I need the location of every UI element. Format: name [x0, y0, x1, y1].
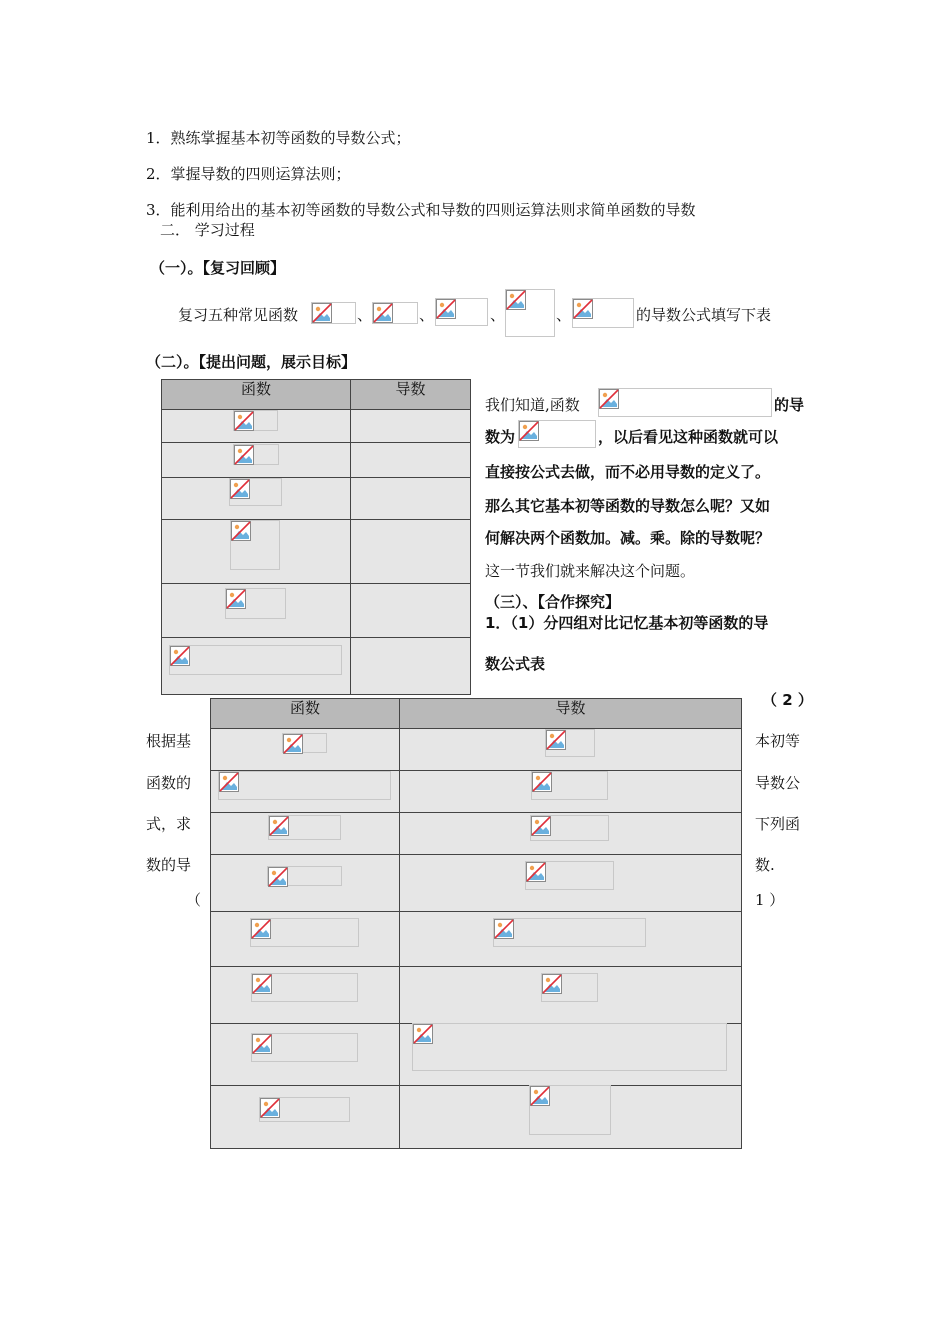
broken-image-icon	[530, 1086, 550, 1106]
side-text-right: 1 ）	[755, 891, 785, 909]
formula-image	[505, 289, 555, 337]
broken-image-icon	[260, 1098, 280, 1118]
formula-image	[169, 645, 342, 675]
formula-image	[229, 478, 282, 506]
explore-item: 数公式表	[485, 655, 546, 673]
side-text-right: （ 2 ）	[762, 691, 813, 709]
formula-image	[518, 420, 596, 448]
table-cell-derivative	[351, 410, 471, 443]
side-text-left: （	[186, 891, 202, 909]
review-text-before: 复习五种常见函数	[178, 306, 299, 324]
formula-image	[225, 588, 286, 619]
broken-image-icon	[252, 1034, 272, 1054]
broken-image-icon	[546, 730, 566, 750]
broken-image-icon	[269, 816, 289, 836]
problem-text: ，以后看见这种函数就可以	[598, 428, 779, 446]
problem-text: 的导	[774, 396, 805, 414]
formula-image	[282, 733, 327, 753]
formula-image	[530, 815, 609, 841]
broken-image-icon	[251, 919, 271, 939]
explore-item: 1．（1）分四组对比记忆基本初等函数的导	[485, 614, 769, 632]
formula-image	[525, 861, 614, 890]
broken-image-icon	[599, 389, 619, 409]
table-cell-derivative	[351, 638, 471, 695]
objective-3: 3．能利用给出的基本初等函数的导数公式和导数的四则运算法则求简单函数的导数	[146, 201, 696, 219]
broken-image-icon	[234, 445, 254, 465]
broken-image-icon	[230, 479, 250, 499]
broken-image-icon	[252, 974, 272, 994]
review-text-after: 的导数公式填写下表	[636, 306, 772, 324]
formula-image	[251, 1033, 358, 1062]
broken-image-icon	[170, 646, 190, 666]
formula-image	[372, 302, 418, 324]
broken-image-icon	[283, 734, 303, 754]
separator: 、	[556, 306, 572, 324]
separator: 、	[490, 306, 506, 324]
broken-image-icon	[542, 974, 562, 994]
broken-image-icon	[526, 862, 546, 882]
broken-image-icon	[506, 290, 526, 310]
table-cell-derivative	[351, 478, 471, 520]
problem-text: 这一节我们就来解决这个问题。	[485, 562, 696, 580]
broken-image-icon	[226, 589, 246, 609]
problem-text: 我们知道,函数	[485, 396, 580, 414]
side-text-left: 根据基	[146, 732, 192, 750]
broken-image-icon	[532, 772, 552, 792]
separator: 、	[419, 306, 435, 324]
table-header-function: 函数	[211, 699, 400, 729]
formula-image	[412, 1023, 727, 1071]
side-text-right: 导数公	[755, 774, 801, 792]
table-cell-derivative	[351, 584, 471, 638]
problem-text: 直接按公式去做，而不必用导数的定义了。	[485, 463, 771, 481]
broken-image-icon	[373, 303, 393, 323]
broken-image-icon	[436, 299, 456, 319]
formula-image	[233, 444, 279, 465]
formula-image	[545, 729, 595, 757]
side-text-left: 数的导	[146, 856, 192, 874]
table-header-derivative: 导数	[351, 380, 471, 410]
table-cell-derivative	[351, 443, 471, 478]
formula-image	[233, 410, 278, 431]
objective-2: 2．掌握导数的四则运算法则；	[146, 165, 351, 183]
formula-image	[267, 866, 342, 886]
formula-image	[251, 973, 358, 1002]
problem-text: 何解决两个函数加。减。乘。除的导数呢？	[485, 529, 771, 547]
formula-image	[259, 1097, 350, 1122]
broken-image-icon	[519, 421, 539, 441]
side-text-right: 下列函	[755, 815, 801, 833]
broken-image-icon	[573, 299, 593, 319]
review-heading: （一）。【复习回顾】	[150, 259, 286, 277]
formula-image	[311, 302, 356, 324]
formula-image	[268, 815, 341, 840]
broken-image-icon	[234, 411, 254, 431]
broken-image-icon	[312, 303, 332, 323]
table-header-function: 函数	[162, 380, 351, 410]
formula-image	[493, 918, 646, 947]
side-text-right: 本初等	[755, 732, 801, 750]
broken-image-icon	[268, 867, 288, 887]
formula-image	[218, 771, 391, 800]
broken-image-icon	[531, 816, 551, 836]
broken-image-icon	[219, 772, 239, 792]
formula-image	[572, 298, 634, 328]
table-header-derivative: 导数	[400, 699, 742, 729]
problem-text: 那么其它基本初等函数的导数怎么呢？又如	[485, 497, 771, 515]
problem-heading: （二）。【提出问题，展示目标】	[146, 353, 357, 371]
table-cell-derivative	[351, 520, 471, 584]
formula-image	[541, 973, 598, 1002]
side-text-left: 式，求	[146, 815, 192, 833]
separator: 、	[357, 306, 373, 324]
broken-image-icon	[413, 1024, 433, 1044]
side-text-right: 数.	[755, 856, 775, 874]
formula-image	[531, 771, 608, 800]
formula-image	[435, 298, 488, 326]
objective-1: 1．熟练掌握基本初等函数的导数公式；	[146, 129, 411, 147]
problem-text: 数为	[485, 428, 516, 446]
formula-image	[598, 388, 772, 417]
broken-image-icon	[231, 521, 251, 541]
formula-image	[250, 918, 359, 947]
formula-image	[230, 520, 280, 570]
side-text-left: 函数的	[146, 774, 192, 792]
section-title: 二． 学习过程	[160, 221, 255, 239]
formula-image	[529, 1085, 611, 1135]
broken-image-icon	[494, 919, 514, 939]
explore-heading: （三）、【合作探究】	[485, 593, 621, 611]
